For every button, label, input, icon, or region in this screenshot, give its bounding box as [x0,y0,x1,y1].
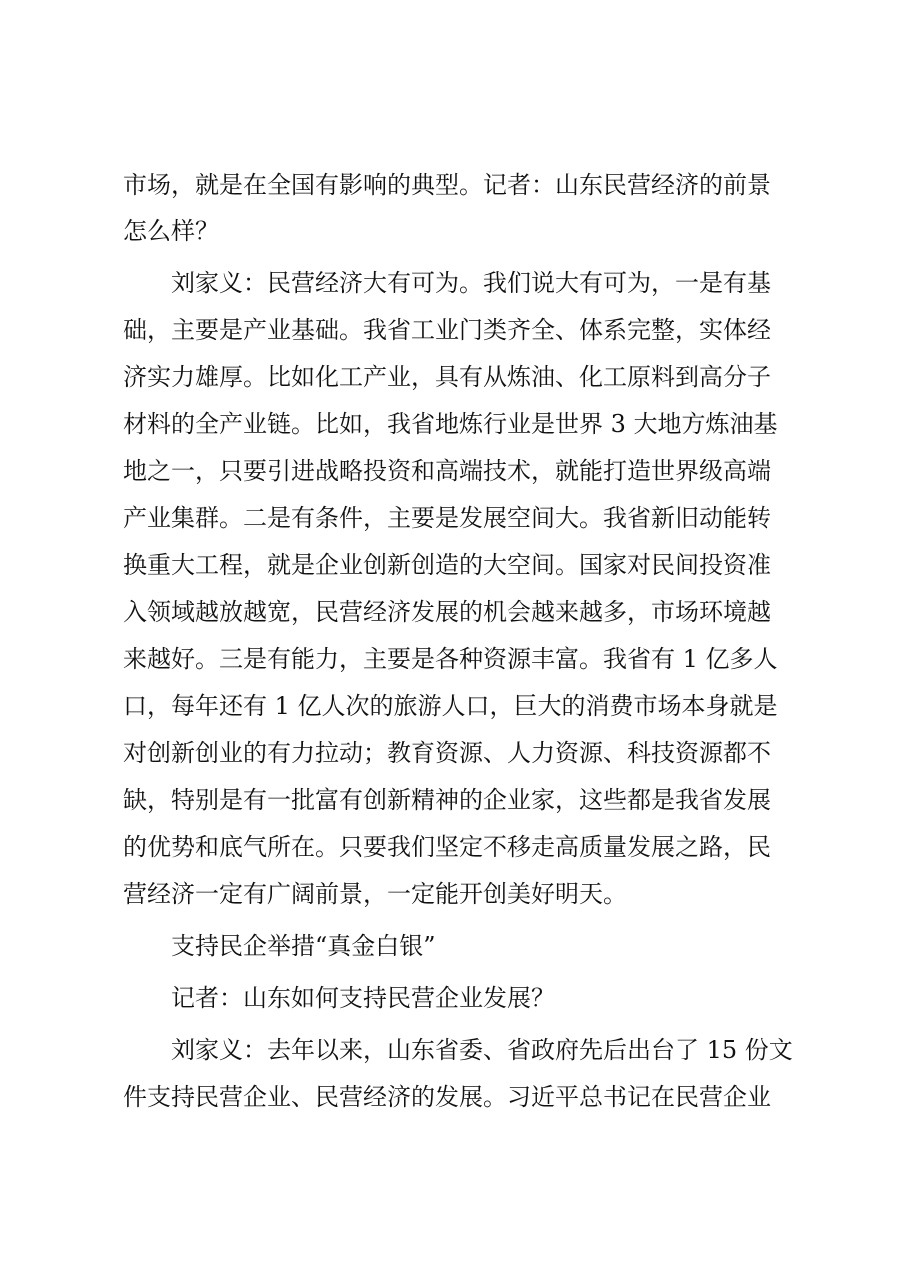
text-line: 换重大工程，就是企业创新创造的大空间。国家对民间投资准 [123,551,771,579]
text-line: 怎么样？ [123,217,219,245]
text-line: 地之一，只要引进战略投资和高端技术，就能打造世界级高端 [123,457,771,485]
paragraph-start-line: 刘家义：去年以来，山东省委、省政府先后出台了 15 份文 [171,1036,793,1064]
text-line: 口，每年还有 1 亿人次的旅游人口，巨大的消费市场本身就是 [123,692,778,720]
text-line: 济实力雄厚。比如化工产业，具有从炼油、化工原料到高分子 [123,363,771,391]
text-line: 缺，特别是有一批富有创新精神的企业家，这些都是我省发展 [123,786,771,814]
paragraph-start-line: 刘家义：民营经济大有可为。我们说大有可为，一是有基 [171,269,771,297]
text-line: 对创新创业的有力拉动；教育资源、人力资源、科技资源都不 [123,739,771,767]
text-line: 件支持民营企业、民营经济的发展。习近平总书记在民营企业 [123,1083,771,1111]
text-line: 入领域越放越宽，民营经济发展的机会越来越多，市场环境越 [123,598,771,626]
text-line: 材料的全产业链。比如，我省地炼行业是世界 3 大地方炼油基 [123,410,778,438]
text-line: 础，主要是产业基础。我省工业门类齐全、体系完整，实体经 [123,316,771,344]
text-line: 营经济一定有广阔前景，一定能开创美好明天。 [123,880,627,908]
text-line: 产业集群。二是有条件，主要是发展空间大。我省新旧动能转 [123,504,771,532]
text-line: 来越好。三是有能力，主要是各种资源丰富。我省有 1 亿多人 [123,645,778,673]
text-line: 的优势和底气所在。只要我们坚定不移走高质量发展之路，民 [123,833,771,861]
text-line: 市场，就是在全国有影响的典型。记者：山东民营经济的前景 [123,171,771,199]
section-heading: 支持民企举措“真金白银” [171,932,436,960]
question-line: 记者：山东如何支持民营企业发展？ [171,984,555,1012]
